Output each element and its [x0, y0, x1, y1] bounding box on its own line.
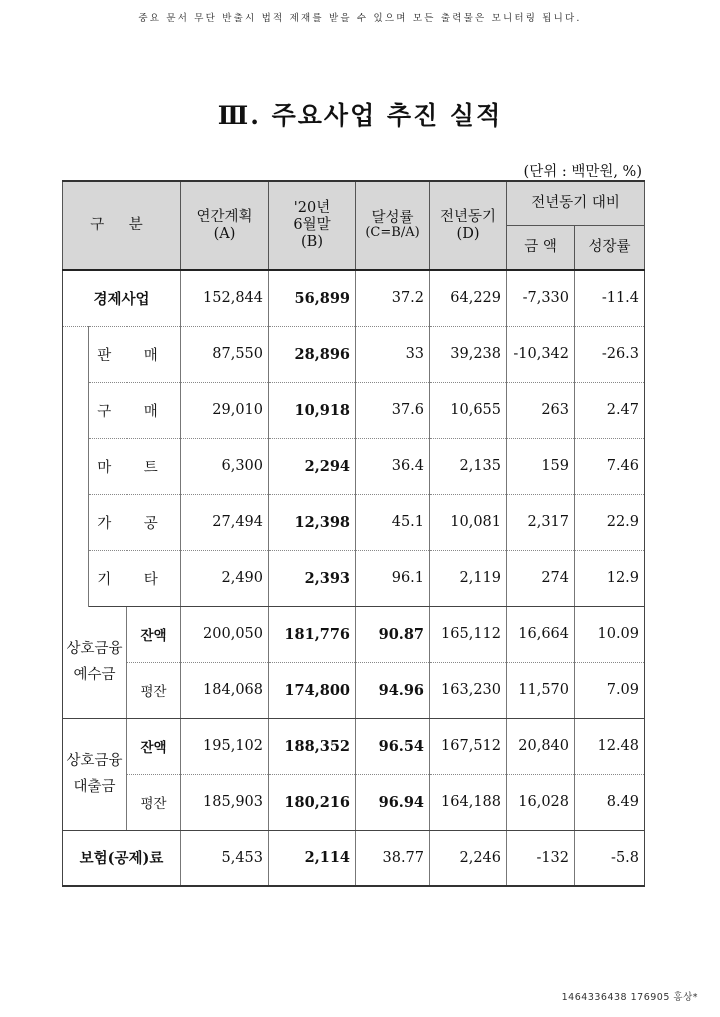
cell-loan-balance-a: 195,102 [181, 718, 269, 774]
cell-economic-b: 56,899 [269, 270, 356, 326]
header-june-end-line1: '20년 [293, 200, 331, 217]
cell-deposit-average-a: 184,068 [181, 662, 269, 718]
row-process [63, 494, 645, 550]
deposit-balance-label: 잔액 [127, 606, 181, 662]
loan-balance-label: 잔액 [127, 718, 181, 774]
loan-label-line1: 상호금융 [66, 753, 123, 769]
cell-insurance-a: 5,453 [181, 830, 269, 886]
cell-loan-average-a: 185,903 [181, 774, 269, 830]
cell-loan-balance-rate: 12.48 [575, 718, 645, 774]
cell-purchase-amt: 263 [507, 382, 575, 438]
cell-mart-a: 6,300 [181, 438, 269, 494]
header-achievement-line2: (C=B/A) [365, 225, 420, 241]
header-june-end-line2: 6월말 [293, 217, 331, 234]
cell-insurance-b: 2,114 [269, 830, 356, 886]
row-mart [63, 438, 645, 494]
cell-loan-average-amt: 16,028 [507, 774, 575, 830]
cell-insurance-c: 38.77 [356, 830, 430, 886]
row-loan-balance [63, 718, 645, 774]
cell-process-c: 45.1 [356, 494, 430, 550]
unit-label: (단위 : 백만원, %) [523, 164, 642, 180]
row-other-label: 기 타 [89, 550, 181, 606]
row-mart-label: 마 트 [89, 438, 181, 494]
cell-process-d: 10,081 [430, 494, 507, 550]
cell-mart-amt: 159 [507, 438, 575, 494]
performance-table [62, 180, 645, 887]
cell-economic-d: 64,229 [430, 270, 507, 326]
header-row-1 [63, 181, 645, 225]
cell-deposit-balance-d: 165,112 [430, 606, 507, 662]
cell-purchase-rate: 2.47 [575, 382, 645, 438]
row-other [63, 550, 645, 606]
cell-other-a: 2,490 [181, 550, 269, 606]
cell-process-a: 27,494 [181, 494, 269, 550]
deposit-label-line2: 예수금 [73, 667, 116, 683]
row-purchase [63, 382, 645, 438]
row-purchase-label: 구 매 [89, 382, 181, 438]
cell-other-d: 2,119 [430, 550, 507, 606]
cell-economic-c: 37.2 [356, 270, 430, 326]
cell-process-b: 12,398 [269, 494, 356, 550]
cell-deposit-balance-b: 181,776 [269, 606, 356, 662]
loan-label-line2: 대출금 [73, 779, 116, 795]
header-achievement [356, 181, 430, 270]
cell-mart-d: 2,135 [430, 438, 507, 494]
row-sales [63, 326, 645, 382]
row-economic [63, 270, 645, 326]
cell-mart-rate: 7.46 [575, 438, 645, 494]
cell-economic-amt: -7,330 [507, 270, 575, 326]
cell-deposit-average-rate: 7.09 [575, 662, 645, 718]
cell-economic-a: 152,844 [181, 270, 269, 326]
cell-process-amt: 2,317 [507, 494, 575, 550]
cell-economic-rate: -11.4 [575, 270, 645, 326]
row-economic-label: 경제사업 [63, 270, 181, 326]
cell-deposit-balance-rate: 10.09 [575, 606, 645, 662]
deposit-group-label [63, 606, 127, 718]
header-yoy: 전년동기 대비 [507, 181, 645, 225]
cell-loan-balance-c: 96.54 [356, 718, 430, 774]
header-prev-year-line1: 전년동기 [440, 208, 497, 225]
row-loan-average [63, 774, 645, 830]
header-growth: 성장률 [575, 225, 645, 270]
cell-purchase-b: 10,918 [269, 382, 356, 438]
cell-loan-average-c: 96.94 [356, 774, 430, 830]
row-insurance [63, 830, 645, 886]
cell-sales-b: 28,896 [269, 326, 356, 382]
cell-deposit-average-d: 163,230 [430, 662, 507, 718]
header-category: 구 분 [63, 181, 181, 270]
deposit-label-line1: 상호금융 [66, 641, 123, 657]
cell-purchase-c: 37.6 [356, 382, 430, 438]
header-achievement-line1: 달성률 [371, 209, 414, 226]
row-insurance-label: 보험(공제)료 [63, 830, 181, 886]
cell-sales-amt: -10,342 [507, 326, 575, 382]
header-prev-year [430, 181, 507, 270]
sub-indent [63, 326, 89, 606]
cell-sales-d: 39,238 [430, 326, 507, 382]
cell-deposit-average-c: 94.96 [356, 662, 430, 718]
cell-insurance-amt: -132 [507, 830, 575, 886]
loan-group-label [63, 718, 127, 830]
cell-mart-c: 36.4 [356, 438, 430, 494]
cell-mart-b: 2,294 [269, 438, 356, 494]
cell-loan-average-d: 164,188 [430, 774, 507, 830]
row-deposit-average [63, 662, 645, 718]
header-june-end-line3: (B) [301, 233, 323, 250]
cell-other-c: 96.1 [356, 550, 430, 606]
cell-loan-average-b: 180,216 [269, 774, 356, 830]
cell-process-rate: 22.9 [575, 494, 645, 550]
cell-other-amt: 274 [507, 550, 575, 606]
cell-deposit-balance-amt: 16,664 [507, 606, 575, 662]
cell-deposit-balance-a: 200,050 [181, 606, 269, 662]
cell-loan-balance-d: 167,512 [430, 718, 507, 774]
header-annual-plan [181, 181, 269, 270]
loan-average-label: 평잔 [127, 774, 181, 830]
row-sales-label: 판 매 [89, 326, 181, 382]
cell-sales-a: 87,550 [181, 326, 269, 382]
cell-loan-balance-b: 188,352 [269, 718, 356, 774]
header-annual-plan-line1: 연간계획 [196, 208, 253, 225]
row-process-label: 가 공 [89, 494, 181, 550]
footer-id: 1464336438 176905 홍상* [561, 992, 698, 1003]
cell-insurance-rate: -5.8 [575, 830, 645, 886]
row-deposit-balance [63, 606, 645, 662]
header-prev-year-line2: (D) [456, 225, 480, 242]
header-annual-plan-line2: (A) [213, 225, 236, 242]
cell-sales-rate: -26.3 [575, 326, 645, 382]
cell-deposit-average-amt: 11,570 [507, 662, 575, 718]
header-june-end [269, 181, 356, 270]
cell-deposit-average-b: 174,800 [269, 662, 356, 718]
header-amount: 금 액 [507, 225, 575, 270]
confidential-notice: 중요 문서 무단 반출시 법적 제재를 받을 수 있으며 모든 출력물은 모니터링 됩니다. [138, 13, 582, 24]
page-title: Ⅲ. 주요사업 추진 실적 [217, 101, 503, 130]
cell-other-b: 2,393 [269, 550, 356, 606]
cell-loan-balance-amt: 20,840 [507, 718, 575, 774]
cell-deposit-balance-c: 90.87 [356, 606, 430, 662]
cell-loan-average-rate: 8.49 [575, 774, 645, 830]
cell-other-rate: 12.9 [575, 550, 645, 606]
deposit-average-label: 평잔 [127, 662, 181, 718]
cell-purchase-d: 10,655 [430, 382, 507, 438]
cell-purchase-a: 29,010 [181, 382, 269, 438]
cell-sales-c: 33 [356, 326, 430, 382]
cell-insurance-d: 2,246 [430, 830, 507, 886]
